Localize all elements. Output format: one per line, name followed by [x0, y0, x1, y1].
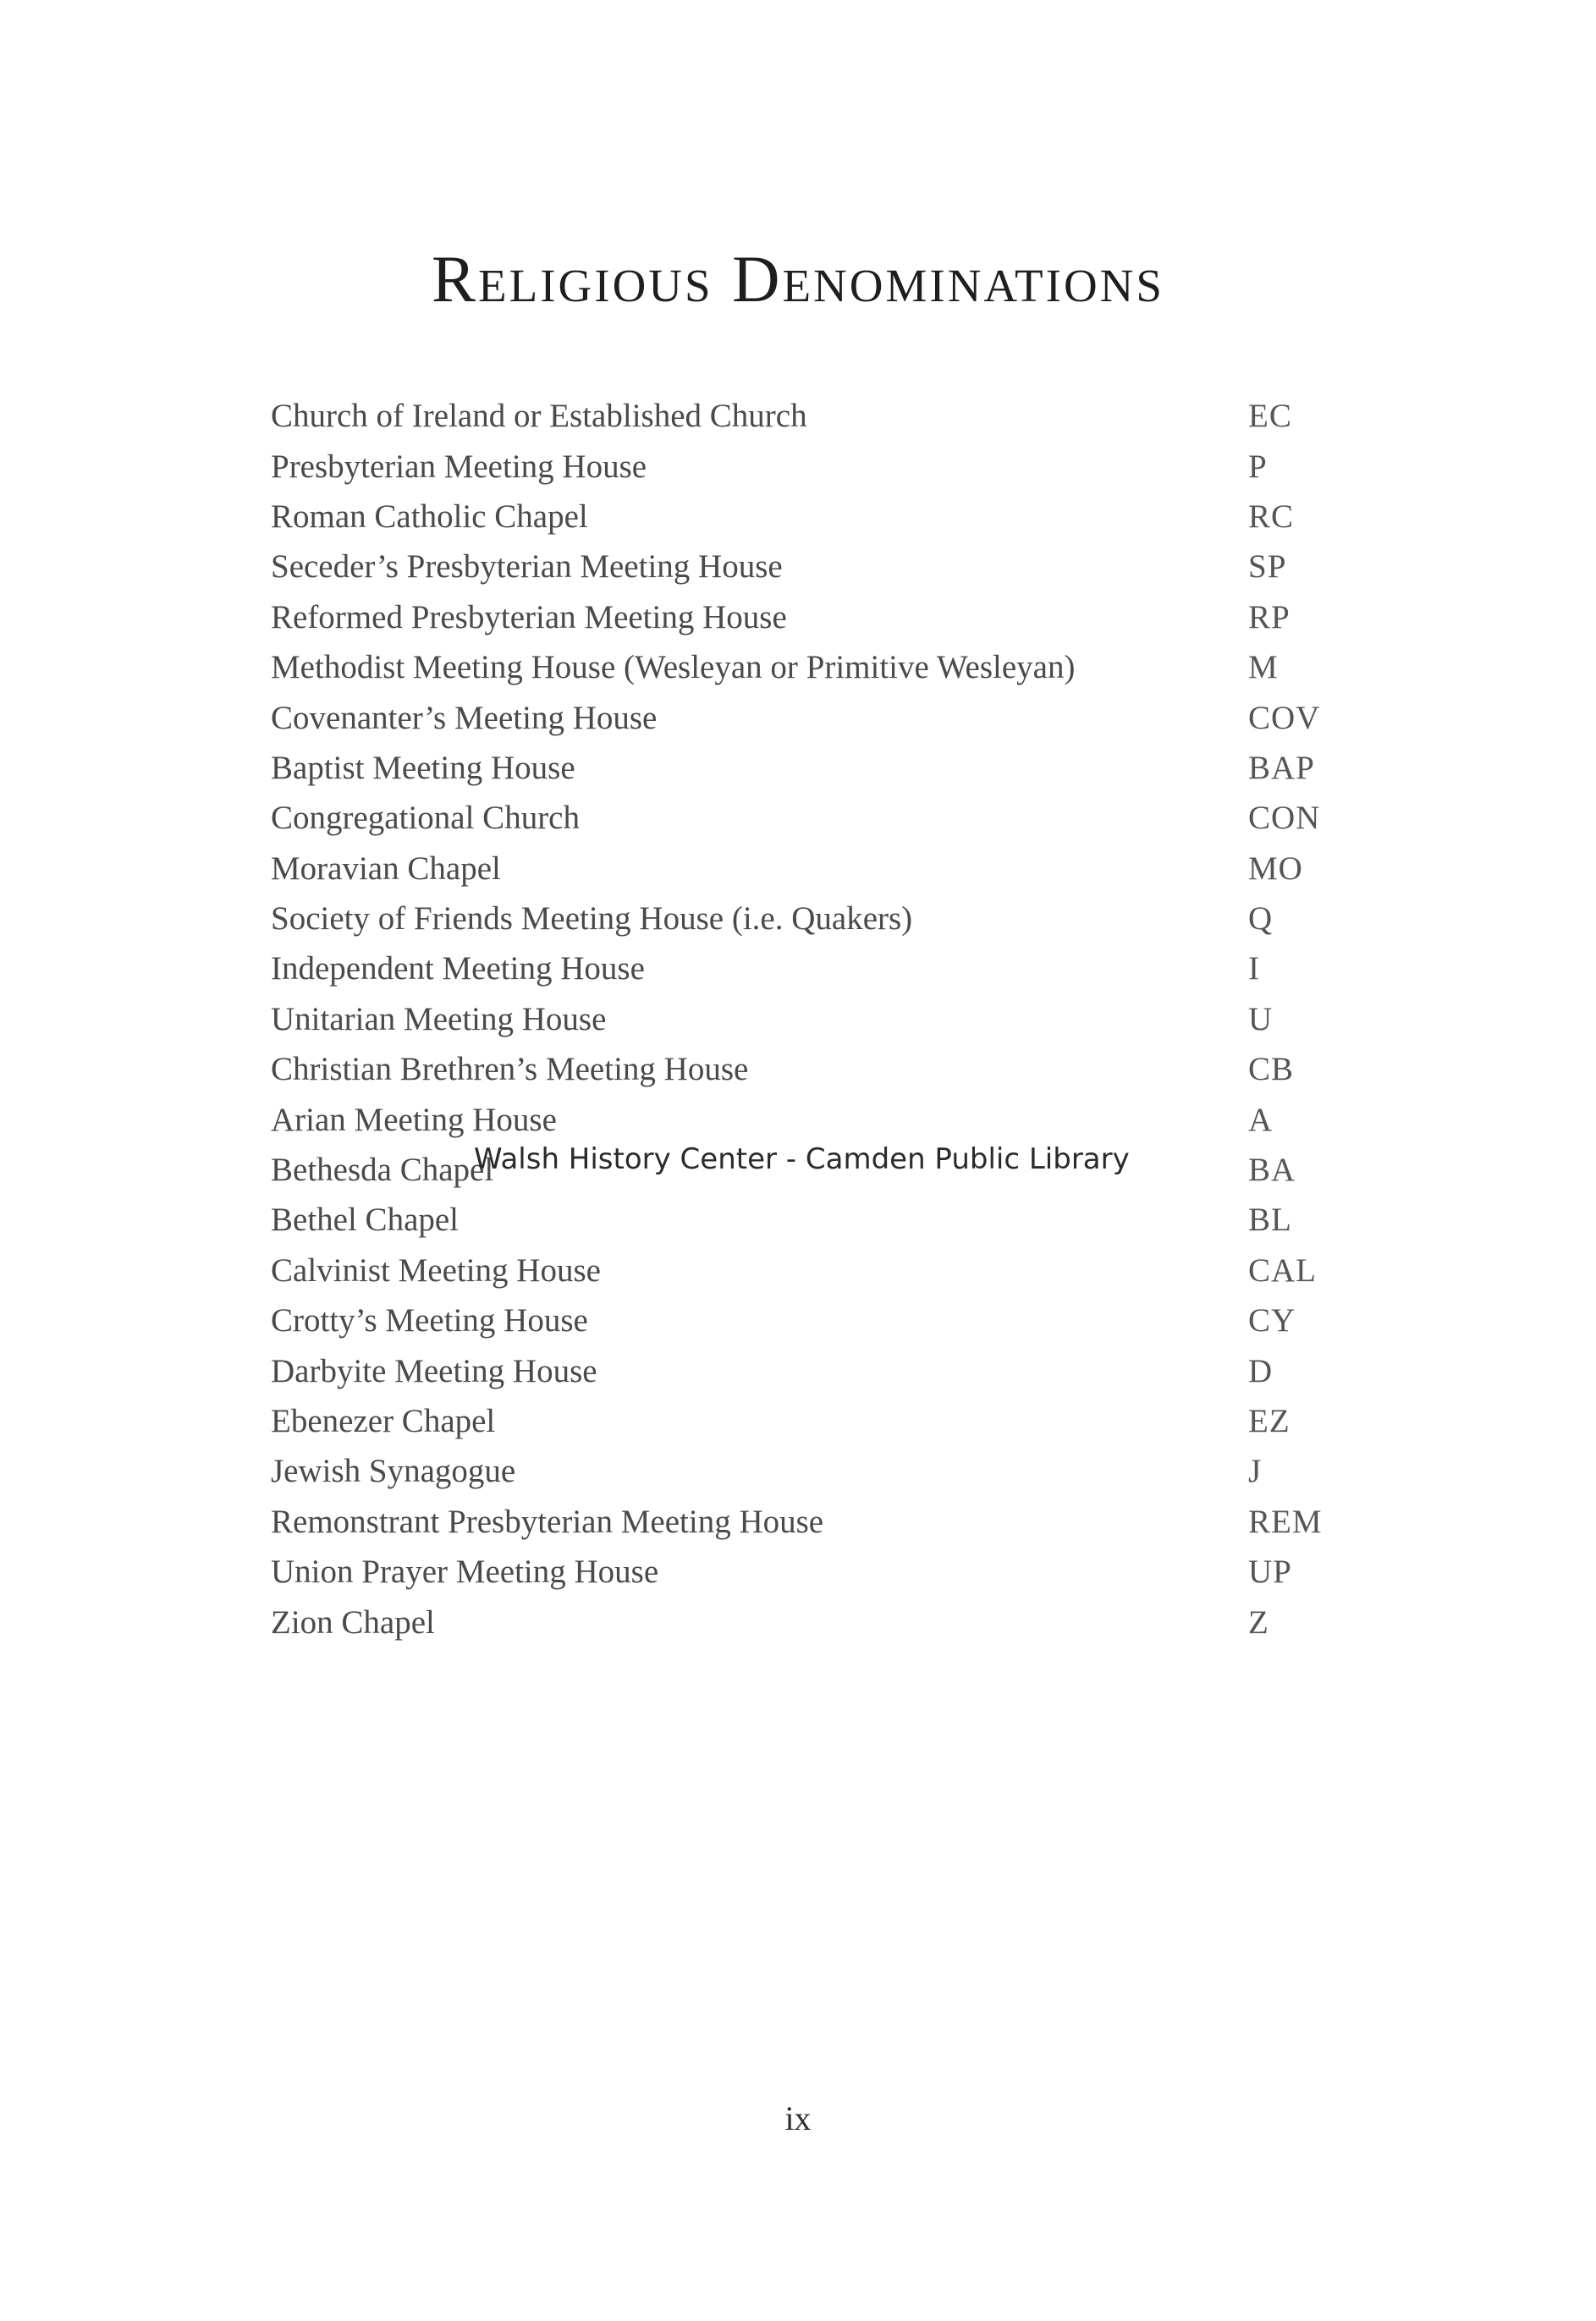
denomination-code: Z [1248, 1603, 1269, 1641]
denomination-code: BL [1248, 1202, 1292, 1239]
denomination-entry [271, 1195, 1354, 1245]
denomination-name: Arian Meeting House [271, 1101, 557, 1138]
denomination-entry [271, 1396, 1354, 1446]
denomination-name: Reformed Presbyterian Meeting House [271, 598, 787, 635]
denomination-code: CY [1248, 1302, 1296, 1339]
denomination-name: Moravian Chapel [271, 850, 501, 887]
denomination-entry [271, 1094, 1354, 1144]
denomination-code: RP [1248, 598, 1291, 635]
denomination-code: CON [1248, 800, 1321, 837]
denomination-entry [271, 692, 1354, 742]
denomination-entry [271, 492, 1354, 542]
denomination-entry [271, 743, 1354, 793]
denomination-entry [271, 943, 1354, 993]
denomination-code: REM [1248, 1503, 1323, 1540]
denomination-entry [271, 542, 1354, 591]
denomination-code: D [1248, 1352, 1274, 1389]
denomination-entry [271, 1497, 1354, 1547]
denomination-name: Remonstrant Presbyterian Meeting House [271, 1503, 824, 1540]
denomination-entry [271, 1597, 1354, 1647]
denomination-entry [271, 1246, 1354, 1295]
denomination-name: Bethel Chapel [271, 1202, 460, 1239]
denomination-name: Church of Ireland or Established Church [271, 398, 807, 435]
denomination-name: Society of Friends Meeting House (i.e. Quakers) [271, 900, 913, 938]
denomination-entry [271, 1446, 1354, 1496]
denomination-entry [271, 441, 1354, 491]
denomination-entry [271, 844, 1354, 894]
denomination-code: MO [1248, 850, 1303, 887]
denomination-code: BA [1248, 1152, 1296, 1189]
denomination-name: Jewish Synagogue [271, 1453, 516, 1490]
denomination-entry [271, 793, 1354, 843]
library-watermark: Walsh History Center - Camden Public Library [474, 1142, 1130, 1176]
denomination-name: Darbyite Meeting House [271, 1352, 597, 1389]
denomination-code: BAP [1248, 749, 1315, 786]
denomination-name: Seceder’s Presbyterian Meeting House [271, 548, 783, 586]
denomination-name: Zion Chapel [271, 1603, 435, 1641]
denomination-name: Union Prayer Meeting House [271, 1554, 659, 1591]
denomination-name: Congregational Church [271, 800, 580, 837]
denomination-code: U [1248, 1000, 1274, 1037]
denomination-entry [271, 1345, 1354, 1395]
denomination-name: Calvinist Meeting House [271, 1251, 601, 1289]
denomination-list [271, 391, 1354, 1647]
denomination-entry [271, 391, 1354, 441]
denomination-name: Baptist Meeting House [271, 749, 575, 786]
denomination-entry [271, 592, 1354, 642]
denomination-entry [271, 1295, 1354, 1345]
denomination-code: CB [1248, 1051, 1295, 1088]
page-number: ix [784, 2099, 812, 2137]
denomination-code: SP [1248, 548, 1287, 586]
denomination-code: A [1248, 1101, 1274, 1138]
denomination-name: Crotty’s Meeting House [271, 1302, 588, 1339]
page-title: Religious Denominations [432, 242, 1164, 316]
denomination-code: P [1248, 448, 1268, 485]
denomination-entry [271, 642, 1354, 692]
denomination-entry [271, 894, 1354, 943]
denomination-entry [271, 994, 1354, 1044]
denomination-name: Methodist Meeting House (Wesleyan or Primitive Wesleyan) [271, 649, 1076, 686]
denomination-code: Q [1248, 900, 1274, 938]
denomination-code: EC [1248, 398, 1292, 435]
denomination-entry [271, 1547, 1354, 1597]
denomination-name: Independent Meeting House [271, 950, 645, 987]
denomination-code: EZ [1248, 1403, 1291, 1439]
denomination-name: Bethesda Chapel [271, 1152, 494, 1189]
denomination-code: RC [1248, 498, 1295, 535]
denomination-name: Unitarian Meeting House [271, 1000, 607, 1037]
denomination-name: Christian Brethren’s Meeting House [271, 1051, 749, 1088]
denomination-name: Covenanter’s Meeting House [271, 699, 658, 736]
denomination-code: COV [1248, 699, 1321, 736]
denomination-name: Presbyterian Meeting House [271, 448, 647, 485]
denomination-code: I [1248, 950, 1260, 987]
denomination-code: J [1248, 1453, 1263, 1490]
denomination-code: M [1248, 649, 1279, 686]
denomination-code: CAL [1248, 1251, 1317, 1289]
denomination-code: UP [1248, 1554, 1292, 1591]
denomination-name: Ebenezer Chapel [271, 1403, 496, 1439]
denomination-entry [271, 1044, 1354, 1094]
denomination-name: Roman Catholic Chapel [271, 498, 588, 535]
